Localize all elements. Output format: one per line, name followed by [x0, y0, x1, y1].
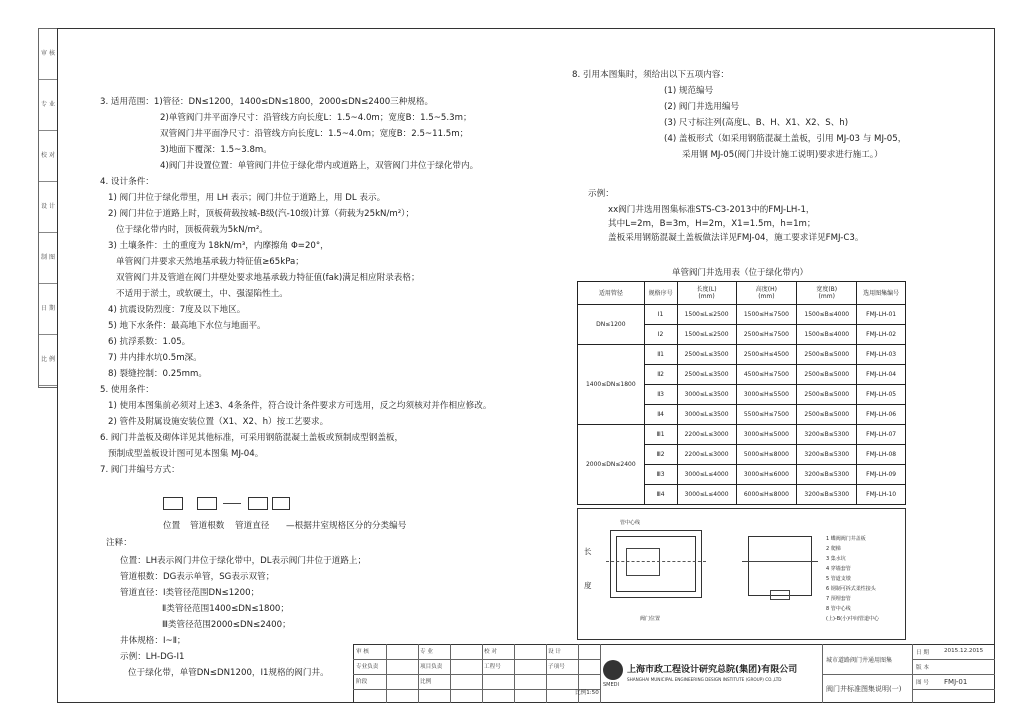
table-cell: 6000≤H≤8000: [736, 485, 797, 505]
diameter-cell: 2000≤DN≤2400: [578, 425, 645, 505]
note-line: 2) 阀门井位于道路上时，顶板荷载按城-B级(汽-10级)计算（荷载为25kN/m²）；: [108, 209, 415, 219]
notes-heading: 注释：: [106, 538, 132, 548]
title-block-rule: [912, 689, 995, 690]
example-heading: 示例：: [588, 189, 614, 199]
table-cell: 1500≤B≤4000: [797, 325, 857, 345]
code-slot: [197, 497, 217, 510]
title-block-cell: 工程号: [484, 664, 501, 670]
table-cell: FMJ-LH-06: [857, 405, 906, 425]
notes-line: 井体规格：Ⅰ~Ⅱ；: [120, 636, 186, 646]
note-line: 位于绿化带内时，顶板荷载为5kN/m²。: [116, 225, 268, 235]
section-drawing: [748, 536, 812, 596]
binding-label: 专 业: [39, 80, 57, 131]
notes-line: 位置：LH表示阀门井位于绿化带中，DL表示阀门井位于道路上；: [120, 556, 367, 566]
usage-line: 8. 引用本图集时，须给出以下五项内容：: [572, 70, 730, 80]
note-line: 3. 适用范围：1)管径：DN≤1200，1400≤DN≤1800，2000≤DN≤2400三种规格。: [100, 97, 434, 107]
title-block-rule: [353, 674, 600, 675]
note-line: 6. 阀门井盖板及砌体详见其他标准，可采用钢筋混凝土盖板或预制成型钢盖板，: [100, 433, 404, 443]
table-cell: 3000≤H≤5500: [736, 385, 797, 405]
legend-item: 7 预埋套管: [826, 596, 851, 602]
logo-text: SMEDI: [603, 682, 619, 688]
code-dash: [223, 503, 241, 504]
note-line: 6) 抗浮系数：1.05。: [108, 337, 191, 347]
diameter-cell: DN≤1200: [578, 305, 645, 345]
note-line: 4) 抗震设防烈度：7度及以下地区。: [108, 305, 246, 315]
title-block-cell: 子项号: [548, 664, 565, 670]
version-label: 版 本: [916, 665, 929, 671]
table-cell: 3200≤B≤5300: [797, 425, 857, 445]
title-block-rule: [912, 659, 995, 660]
usage-line: (1) 规范编号: [664, 86, 714, 96]
note-line: 7) 井内排水坑0.5m深。: [108, 353, 202, 363]
note-line: 7. 阀门井编号方式：: [100, 465, 180, 475]
valve-chamber: [626, 548, 660, 576]
title-block-cell: 项目负责: [420, 664, 443, 670]
notes-line: 管道根数：DG表示单管，SG表示双管；: [120, 572, 275, 582]
table-cell: Ⅱ4: [644, 405, 677, 425]
example-line: 盖板采用钢筋混凝土盖板做法详见FMJ-04，施工要求详见FMJ-C3。: [608, 233, 864, 243]
code-label: 管道直径: [235, 521, 270, 531]
table-header: 高度(H) (mm): [736, 282, 797, 305]
table-cell: Ⅲ4: [644, 485, 677, 505]
note-line: 4. 设计条件：: [100, 177, 154, 187]
table-cell: 1500≤B≤4000: [797, 305, 857, 325]
code-label: —根据井室规格区分的分类编号: [286, 521, 407, 531]
legend-item: 8 管中心线: [826, 606, 851, 612]
note-line: 4)阀门井设置位置：单管阀门井位于绿化带内或道路上，双管阀门井位于绿化带内。: [160, 161, 479, 171]
title-block-cell: 设 计: [548, 649, 561, 655]
code-label: 位置: [163, 521, 181, 531]
table-cell: FMJ-LH-10: [857, 485, 906, 505]
table-cell: FMJ-LH-03: [857, 345, 906, 365]
table-cell: 2500≤L≤3500: [677, 345, 736, 365]
table-cell: 3200≤B≤5300: [797, 465, 857, 485]
table-cell: Ⅱ3: [644, 385, 677, 405]
side-label: 长: [584, 547, 592, 556]
legend-item: 2 爬梯: [826, 546, 841, 552]
notes-line: Ⅱ类管径范围1400≤DN≤1800；: [162, 604, 289, 614]
sheet-label: 图 号: [916, 680, 929, 686]
table-cell: 2500≤B≤5000: [797, 385, 857, 405]
table-cell: Ⅲ3: [644, 465, 677, 485]
table-cell: 2200≤L≤3000: [677, 425, 736, 445]
code-slot: [248, 497, 268, 510]
table-cell: FMJ-LH-07: [857, 425, 906, 445]
table-cell: 2500≤B≤5000: [797, 365, 857, 385]
title-block-cell: 审 核: [356, 649, 369, 655]
notes-line: 管道直径：Ⅰ类管径范围DN≤1200；: [120, 588, 260, 598]
note-line: 双管阀门井平面净尺寸：沿管线方向长度L：1.5~4.0m；宽度B：2.5~11.5m；: [160, 129, 469, 139]
note-line: 单管阀门井要求天然地基承载力特征值≥65kPa；: [116, 257, 304, 267]
note-line: 5) 地下水条件：最高地下水位与地面平。: [108, 321, 266, 331]
binding-label: 比 例: [39, 335, 57, 386]
table-cell: 4500≤H≤7500: [736, 365, 797, 385]
legend-item: 5 管道支墩: [826, 576, 851, 582]
dimension-label: 阀门位置: [640, 616, 661, 622]
note-line: 8) 裂缝控制：0.25mm。: [108, 369, 207, 379]
note-line: 1) 使用本图集前必须对上述3、4条条件，符合设计条件要求方可选用，反之均须核对并作相应修改。: [108, 401, 492, 411]
binding-label: 审 核: [39, 29, 57, 80]
table-cell: 5500≤H≤7500: [736, 405, 797, 425]
table-header: 长度(L) (mm): [677, 282, 736, 305]
title-block-rule: [912, 674, 995, 675]
note-line: 2) 管件及附属设施安装位置（X1、X2、h）按工艺要求。: [108, 417, 329, 427]
table-cell: 2200≤L≤3000: [677, 445, 736, 465]
valve-well-table: [577, 281, 906, 505]
table-row: [578, 345, 906, 365]
table-cell: Ⅰ1: [644, 305, 677, 325]
diameter-cell: 1400≤DN≤1800: [578, 345, 645, 425]
title-block-rule: [600, 644, 601, 703]
table-row: [578, 425, 906, 445]
table-header: 宽度(B) (mm): [797, 282, 857, 305]
table-cell: 3000≤L≤4000: [677, 465, 736, 485]
table-cell: FMJ-LH-08: [857, 445, 906, 465]
side-label: 度: [584, 581, 592, 590]
table-cell: 3000≤L≤3500: [677, 405, 736, 425]
title-block-cell: 校 对: [484, 649, 497, 655]
table-cell: 3000≤L≤3500: [677, 385, 736, 405]
table-title: 单管阀门井选用表（位于绿化带内）: [672, 268, 809, 278]
table-cell: FMJ-LH-02: [857, 325, 906, 345]
table-cell: 3000≤H≤5000: [736, 425, 797, 445]
notes-line: 示例：LH-DG-Ⅰ1: [120, 652, 185, 662]
table-cell: Ⅲ1: [644, 425, 677, 445]
note-line: 预制成型盖板设计图可见本图集 MJ-04。: [108, 449, 264, 459]
legend-item: 6 钢制可拆式柔性接头: [826, 586, 876, 592]
section-pipe: [742, 561, 818, 562]
note-line: 双管阀门井及管道在阀门井壁处要求地基承载力特征值(fak)满足相应附录表格；: [116, 273, 420, 283]
company-name-cn: 上海市政工程设计研究总院(集团)有限公司: [627, 665, 798, 675]
legend-item: 1 蝶阀阀门井盖板: [826, 536, 866, 542]
table-cell: 2500≤H≤4500: [736, 345, 797, 365]
binding-label: 制 图: [39, 233, 57, 284]
notes-line: Ⅲ类管径范围2000≤DN≤2400；: [162, 620, 291, 630]
table-cell: 3000≤H≤6000: [736, 465, 797, 485]
title-block-rule: [822, 674, 912, 675]
title-block-cell: 专 业: [420, 649, 433, 655]
sheet-number: FMJ-01: [944, 678, 968, 686]
table-cell: 3200≤B≤5300: [797, 485, 857, 505]
company-name-en: SHANGHAI MUNICIPAL ENGINEERING DESIGN INSTITUTE (GROUP) CO.,LTD: [627, 677, 782, 682]
note-line: 3)地面下覆深：1.5~3.8m。: [160, 145, 272, 155]
pipe-support: [770, 590, 790, 600]
date-value: 2015.12.2015: [944, 648, 984, 654]
note-line: 不适用于淤土，或软硬土，中、强湿陷性土。: [116, 289, 288, 299]
table-header: 规格序号: [644, 282, 677, 305]
table-cell: 5000≤H≤8000: [736, 445, 797, 465]
dimension-label: 管中心线: [620, 520, 641, 526]
example-line: xx阀门井选用图集标准STS-C3-2013中的FMJ-LH-1，: [608, 205, 815, 215]
example-line: 其中L=2m，B=3m，H=2m，X1=1.5m，h=1m；: [608, 219, 816, 229]
note-line: 2)单管阀门井平面净尺寸：沿管线方向长度L：1.5~4.0m；宽度B：1.5~5.3m；: [160, 113, 472, 123]
title-block-rule: [353, 689, 600, 690]
binding-strip: [38, 28, 57, 388]
usage-line: (2) 阀门井选用编号: [664, 102, 740, 112]
project-name: 城市道路阀门井通用图集: [826, 657, 893, 664]
usage-line: (4) 盖板形式（如采用钢筋混凝土盖板，引用 MJ-03 与 MJ-05，: [664, 134, 907, 144]
table-cell: FMJ-LH-01: [857, 305, 906, 325]
title-block-cell: 专业负责: [356, 664, 379, 670]
table-cell: 2500≤H≤7500: [736, 325, 797, 345]
table-cell: FMJ-LH-05: [857, 385, 906, 405]
table-cell: 2500≤B≤5000: [797, 345, 857, 365]
table-cell: 1500≤L≤2500: [677, 325, 736, 345]
binding-label: 日 期: [39, 284, 57, 335]
pipe-centerline: [606, 561, 706, 562]
table-cell: Ⅰ2: [644, 325, 677, 345]
note-line: 5. 使用条件：: [100, 385, 154, 395]
table-cell: 2500≤L≤3500: [677, 365, 736, 385]
title-block-rule: [353, 659, 600, 660]
drawing-title: 阀门井标准图集说明(一): [826, 685, 902, 693]
binding-label: 设 计: [39, 182, 57, 233]
binding-label: 校 对: [39, 131, 57, 182]
date-label: 日 期: [916, 650, 929, 656]
code-label: 管道根数: [190, 521, 225, 531]
table-header: 选用图集编号: [857, 282, 906, 305]
table-cell: FMJ-LH-04: [857, 365, 906, 385]
note-line: 3) 土壤条件：土的重度为 18kN/m³，内摩擦角 Φ=20°，: [108, 241, 329, 251]
table-row: [578, 305, 906, 325]
table-cell: 2500≤B≤5000: [797, 405, 857, 425]
title-block-cell: 比例: [420, 679, 432, 685]
scale-value: 比例1:50: [575, 690, 599, 696]
code-slot: [163, 497, 183, 510]
usage-line: (3) 尺寸标注列(高度L、B、H、X1、X2、S、h): [664, 118, 849, 128]
table-cell: 3200≤B≤5300: [797, 445, 857, 465]
company-logo-icon: [603, 660, 623, 680]
title-block-cell: 阶段: [356, 679, 368, 685]
table-cell: 3000≤L≤4000: [677, 485, 736, 505]
table-header: 适用管径: [578, 282, 645, 305]
note-line: 1) 阀门井位于绿化带里，用 LH 表示；阀门井位于道路上，用 DL 表示。: [108, 193, 386, 203]
table-cell: FMJ-LH-09: [857, 465, 906, 485]
table-cell: 1500≤H≤7500: [736, 305, 797, 325]
table-cell: Ⅲ2: [644, 445, 677, 465]
table-cell: Ⅱ2: [644, 365, 677, 385]
table-cell: Ⅱ1: [644, 345, 677, 365]
legend-item: (上)-B(小)中间管道中心: [826, 616, 880, 622]
table-cell: 1500≤L≤2500: [677, 305, 736, 325]
legend-item: 3 集水坑: [826, 556, 846, 562]
notes-line: 位于绿化带，单管DN≤DN1200，Ⅰ1规格的阀门井。: [128, 668, 329, 678]
code-slot: [272, 497, 290, 510]
legend-item: 4 穿墙套管: [826, 566, 851, 572]
usage-line: 采用钢 MJ-05(阀门井设计施工说明)要求进行施工。）: [682, 150, 883, 160]
